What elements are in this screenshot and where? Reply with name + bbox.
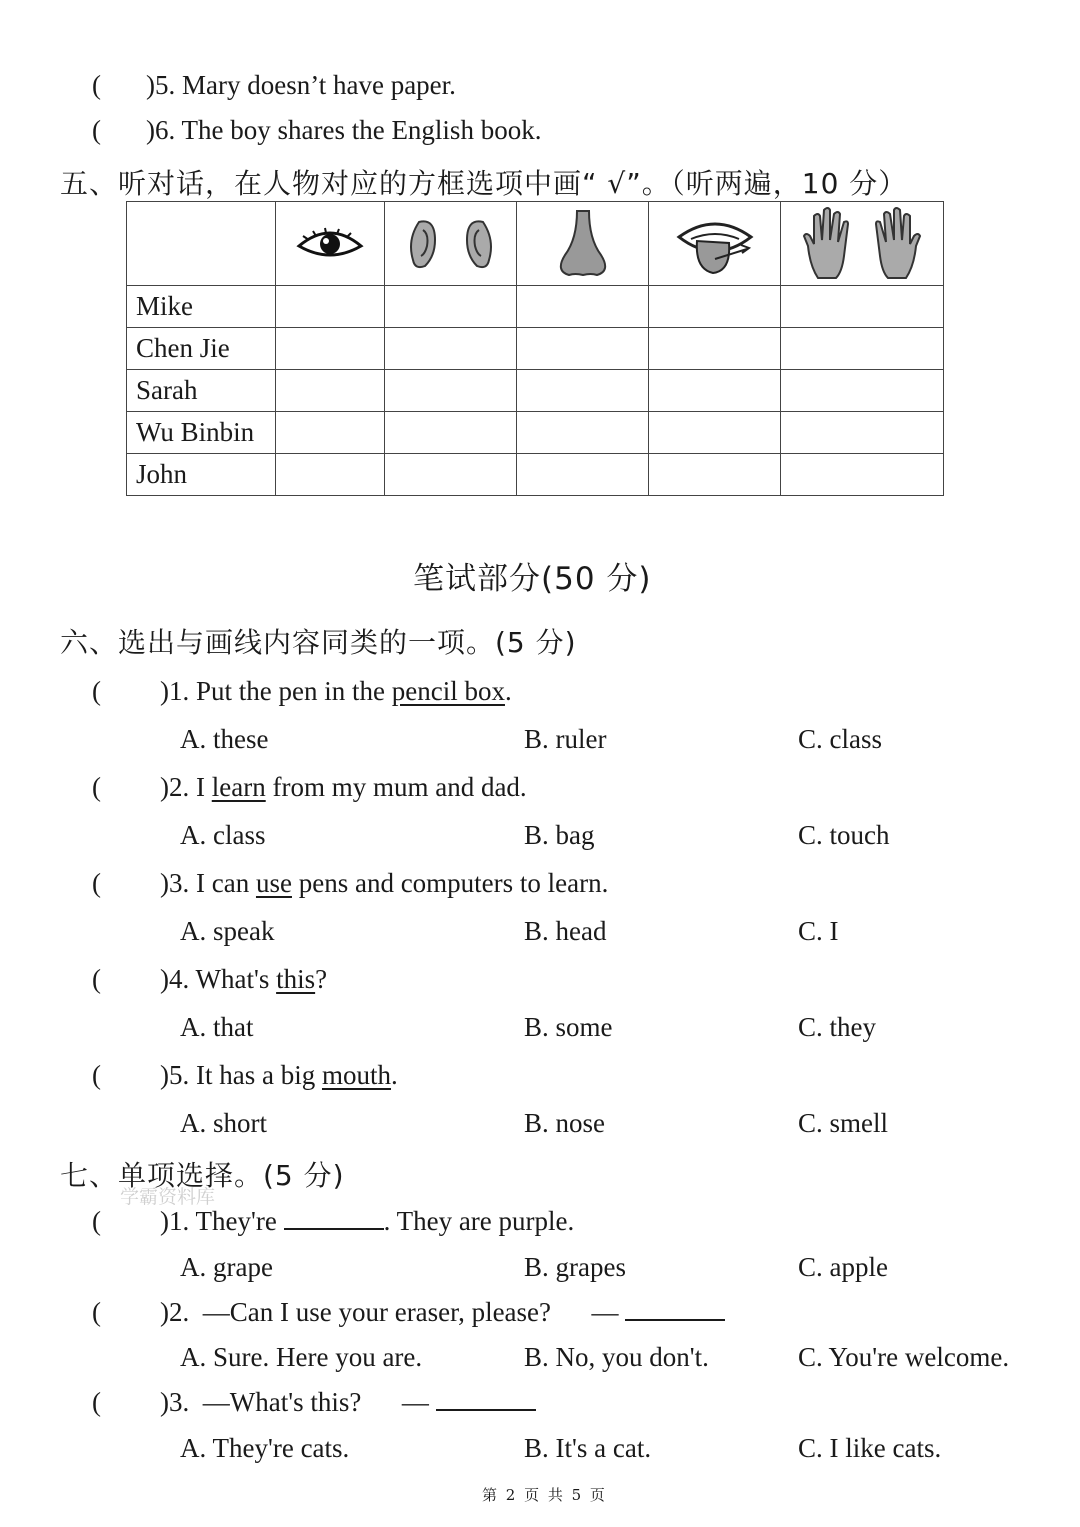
option-c[interactable]: C. touch: [798, 820, 890, 850]
s6-question-2: )2. I learn from my mum and dad.: [160, 772, 527, 802]
watermark: 学霸资料库: [120, 1186, 216, 1208]
option-c[interactable]: C. class: [798, 724, 882, 754]
answer-box[interactable]: [385, 454, 517, 496]
answer-blank[interactable]: [284, 1206, 384, 1230]
ears-icon: [385, 202, 517, 286]
s6-question-1: )1. Put the pen in the pencil box.: [160, 676, 512, 706]
answer-paren: (: [92, 1060, 101, 1090]
answer-box[interactable]: [781, 412, 944, 454]
option-b[interactable]: B. bag: [524, 820, 595, 850]
answer-box[interactable]: [385, 370, 517, 412]
nose-icon: [517, 202, 649, 286]
tongue-icon: [649, 202, 781, 286]
section6-heading: 六、选出与画线内容同类的一项。(5 分): [60, 626, 577, 659]
option-c[interactable]: C. You're welcome.: [798, 1342, 1010, 1372]
s6-question-4: )4. What's this?: [160, 964, 328, 994]
answer-box[interactable]: [517, 370, 649, 412]
option-b[interactable]: B. head: [524, 916, 607, 946]
answer-blank[interactable]: [436, 1387, 536, 1411]
answer-box[interactable]: [517, 286, 649, 328]
option-c[interactable]: C. smell: [798, 1108, 889, 1138]
answer-box[interactable]: [276, 328, 385, 370]
table-row: [127, 328, 944, 370]
option-b[interactable]: B. grapes: [524, 1252, 626, 1282]
eye-icon: [276, 202, 385, 286]
answer-box[interactable]: [781, 286, 944, 328]
name-cell: Chen Jie: [127, 328, 276, 370]
senses-table: [126, 201, 944, 496]
answer-box[interactable]: [517, 328, 649, 370]
answer-paren: (: [92, 1206, 101, 1236]
answer-box[interactable]: [781, 454, 944, 496]
answer-box[interactable]: [649, 412, 781, 454]
option-a[interactable]: A. speak: [180, 916, 275, 946]
option-a[interactable]: A. They're cats.: [180, 1433, 350, 1463]
answer-box[interactable]: [517, 454, 649, 496]
option-b[interactable]: B. It's a cat.: [524, 1433, 652, 1463]
answer-box[interactable]: [649, 454, 781, 496]
option-b[interactable]: B. ruler: [524, 724, 607, 754]
answer-paren: (: [92, 70, 101, 100]
option-a[interactable]: A. that: [180, 1012, 254, 1042]
section5-heading: 五、听对话，在人物对应的方框选项中画“ √”。（听两遍，10 分）: [60, 167, 908, 200]
answer-paren: (: [92, 1387, 101, 1417]
top-item-5: )5. Mary doesn’t have paper.: [146, 70, 456, 100]
answer-blank[interactable]: [625, 1297, 725, 1321]
s7-question-1: )1. They're . They are purple.: [160, 1206, 575, 1236]
answer-box[interactable]: [649, 328, 781, 370]
corner-cell: [127, 202, 276, 286]
top-item-6: )6. The boy shares the English book.: [146, 115, 542, 145]
written-part-title: 笔试部分(50 分): [413, 561, 652, 597]
table-row: [127, 454, 944, 496]
option-a[interactable]: A. these: [180, 724, 269, 754]
answer-box[interactable]: [649, 286, 781, 328]
option-c[interactable]: C. they: [798, 1012, 876, 1042]
answer-paren: (: [92, 868, 101, 898]
answer-box[interactable]: [781, 370, 944, 412]
option-a[interactable]: A. grape: [180, 1252, 273, 1282]
option-a[interactable]: A. short: [180, 1108, 267, 1138]
option-c[interactable]: C. I like cats.: [798, 1433, 942, 1463]
page-footer: 第 2 页 共 5 页: [482, 1486, 607, 1504]
s6-question-5: )5. It has a big mouth.: [160, 1060, 398, 1090]
answer-paren: (: [92, 1297, 101, 1327]
table-row: [127, 370, 944, 412]
option-b[interactable]: B. nose: [524, 1108, 605, 1138]
answer-box[interactable]: [385, 328, 517, 370]
name-cell: Mike: [127, 286, 276, 328]
answer-box[interactable]: [276, 412, 385, 454]
option-a[interactable]: A. Sure. Here you are.: [180, 1342, 423, 1372]
answer-box[interactable]: [385, 412, 517, 454]
s7-question-2: )2. —Can I use your eraser, please? —: [160, 1297, 725, 1328]
table-row: [127, 286, 944, 328]
name-cell: John: [127, 454, 276, 496]
option-c[interactable]: C. I: [798, 916, 839, 946]
hands-icon: [781, 202, 944, 286]
name-cell: Wu Binbin: [127, 412, 276, 454]
name-cell: Sarah: [127, 370, 276, 412]
answer-box[interactable]: [781, 328, 944, 370]
option-a[interactable]: A. class: [180, 820, 266, 850]
table-row: [127, 412, 944, 454]
answer-box[interactable]: [276, 370, 385, 412]
s6-question-3: )3. I can use pens and computers to learn.: [160, 868, 609, 898]
answer-paren: (: [92, 772, 101, 802]
answer-paren: (: [92, 676, 101, 706]
section7-heading: 七、单项选择。(5 分): [60, 1159, 345, 1192]
answer-box[interactable]: [276, 454, 385, 496]
answer-box[interactable]: [649, 370, 781, 412]
option-c[interactable]: C. apple: [798, 1252, 888, 1282]
table-header-row: [127, 202, 944, 286]
answer-box[interactable]: [276, 286, 385, 328]
answer-box[interactable]: [517, 412, 649, 454]
answer-box[interactable]: [385, 286, 517, 328]
option-b[interactable]: B. some: [524, 1012, 613, 1042]
option-b[interactable]: B. No, you don't.: [524, 1342, 709, 1372]
answer-paren: (: [92, 964, 101, 994]
answer-paren: (: [92, 115, 101, 145]
s7-question-3: )3. —What's this? —: [160, 1387, 536, 1418]
